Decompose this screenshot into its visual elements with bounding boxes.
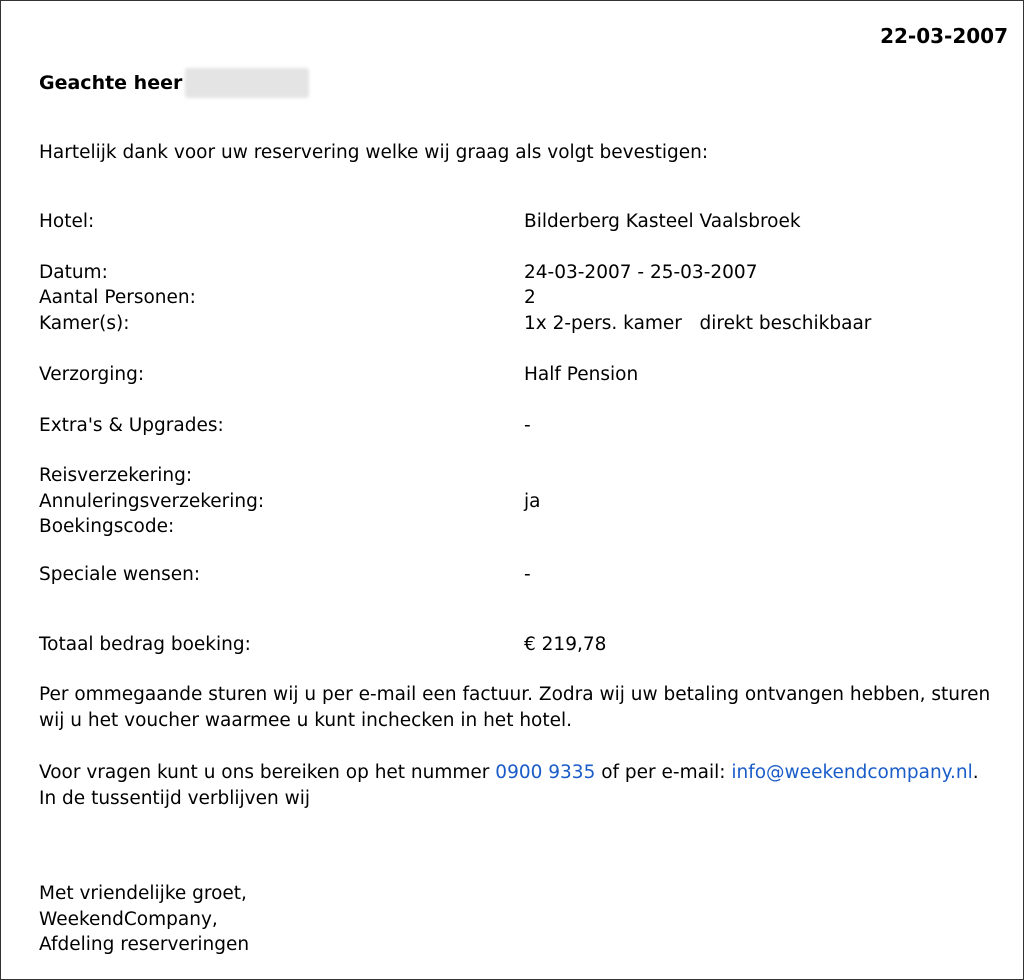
contact-line2: In de tussentijd verblijven wij (39, 788, 311, 809)
redacted-name (185, 68, 309, 98)
closing-company: WeekendCompany, (39, 909, 218, 930)
payment-paragraph: Per ommegaande sturen wij u per e-mail een factuur. Zodra wij uw betaling ontvangen hebben, sturen wij u het voucher waarmee u kunt inchecken in het hotel. (39, 684, 991, 731)
hotel-value: Bilderberg Kasteel Vaalsbroek (524, 211, 801, 232)
wensen-value: - (524, 564, 531, 585)
extras-label: Extra's & Upgrades: (39, 415, 224, 436)
kamers-label: Kamer(s): (39, 313, 130, 334)
verzorging-label: Verzorging: (39, 364, 145, 385)
boekingscode-label: Boekingscode: (39, 516, 175, 537)
letter-date: 22-03-2007 (880, 24, 1008, 48)
extras-value: - (524, 415, 531, 436)
verzorging-value: Half Pension (524, 364, 639, 385)
personen-value: 2 (524, 287, 536, 308)
annulering-value: ja (524, 491, 541, 512)
datum-label: Datum: (39, 262, 108, 283)
personen-label: Aantal Personen: (39, 287, 196, 308)
totaal-value: € 219,78 (524, 634, 607, 655)
contact-middle: of per e-mail: (595, 762, 732, 783)
contact-paragraph (39, 760, 999, 786)
wensen-label: Speciale wensen: (39, 564, 201, 585)
closing-greeting: Met vriendelijke groet, (39, 883, 247, 904)
contact-prefix: Voor vragen kunt u ons bereiken op het nummer (39, 762, 496, 783)
annulering-label: Annuleringsverzekering: (39, 491, 265, 512)
reisverzekering-label: Reisverzekering: (39, 465, 193, 486)
email-link[interactable]: info@weekendcompany.nl (731, 762, 973, 783)
kamers-value: 1x 2-pers. kamer direkt beschikbaar (524, 313, 872, 334)
salutation-text: Geachte heer (39, 72, 183, 94)
phone-link[interactable]: 0900 9335 (495, 762, 596, 783)
closing-department: Afdeling reserveringen (39, 934, 250, 955)
datum-value: 24-03-2007 - 25-03-2007 (524, 262, 758, 283)
salutation (39, 68, 309, 98)
intro-text: Hartelijk dank voor uw reservering welke wij graag als volgt bevestigen: (39, 142, 709, 163)
hotel-label: Hotel: (39, 211, 95, 232)
totaal-label: Totaal bedrag boeking: (39, 634, 251, 655)
contact-suffix: . (972, 762, 979, 783)
